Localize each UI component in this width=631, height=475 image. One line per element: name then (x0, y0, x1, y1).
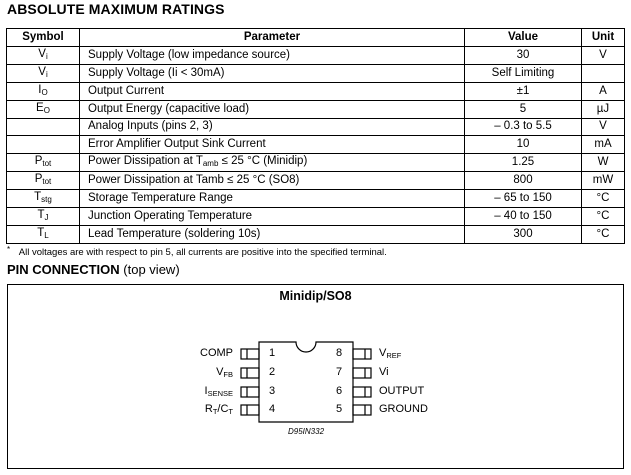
table-row (7, 118, 625, 136)
cell-parameter: Error Amplifier Output Sink Current (80, 136, 465, 154)
table-row (7, 207, 625, 225)
pin-section-heading (7, 262, 180, 277)
pin-1-name: COMP (200, 347, 233, 359)
pin-section-title: PIN CONNECTION (7, 262, 120, 277)
cell-symbol (7, 82, 80, 100)
symbol-base: V (38, 47, 46, 60)
cell-value: 800 (465, 171, 582, 189)
cell-symbol (7, 118, 80, 136)
cell-value: 10 (465, 136, 582, 154)
cell-symbol (7, 207, 80, 225)
cell-symbol (7, 46, 80, 64)
cell-unit: µJ (582, 100, 625, 118)
cell-symbol (7, 225, 80, 243)
footnote (7, 245, 387, 258)
pin-2-number: 2 (269, 366, 276, 378)
cell-parameter: Storage Temperature Range (80, 189, 465, 207)
header-parameter: Parameter (80, 29, 465, 47)
symbol-base: E (36, 101, 44, 114)
cell-parameter: Supply Voltage (low impedance source) (80, 46, 465, 64)
table-row (7, 82, 625, 100)
symbol-base: T (37, 226, 45, 239)
cell-unit: W (582, 153, 625, 171)
cell-value: – 65 to 150 (465, 189, 582, 207)
header-symbol: Symbol (7, 29, 80, 47)
header-unit: Unit (582, 29, 625, 47)
cell-parameter: Supply Voltage (Ii < 30mA) (80, 64, 465, 82)
cell-symbol (7, 171, 80, 189)
table-header-row (7, 29, 625, 47)
cell-parameter: Output Energy (capacitive load) (80, 100, 465, 118)
pin-5-number: 5 (336, 403, 343, 415)
table-row (7, 136, 625, 154)
symbol-subscript: i (45, 51, 48, 61)
pin-connection-box (7, 284, 624, 469)
cell-parameter: Analog Inputs (pins 2, 3) (80, 118, 465, 136)
table-row (7, 225, 625, 243)
symbol-base: P (34, 154, 43, 167)
table-row (7, 100, 625, 118)
cell-unit: °C (582, 207, 625, 225)
table-row (7, 189, 625, 207)
pin-4-number: 4 (269, 403, 276, 415)
table-row (7, 153, 625, 171)
pin-5-name: GROUND (379, 403, 428, 415)
cell-unit: mA (582, 136, 625, 154)
symbol-base: P (34, 172, 43, 185)
cell-parameter: Output Current (80, 82, 465, 100)
cell-value: ±1 (465, 82, 582, 100)
cell-parameter: Power Dissipation at Tamb ≤ 25 °C (SO8) (80, 171, 465, 189)
cell-value: – 0.3 to 5.5 (465, 118, 582, 136)
cell-symbol (7, 153, 80, 171)
cell-symbol (7, 136, 80, 154)
table-row (7, 46, 625, 64)
pin-8-number: 8 (336, 347, 343, 359)
cell-value: Self Limiting (465, 64, 582, 82)
symbol-subscript: tot (42, 176, 52, 186)
symbol-subscript: stg (41, 194, 52, 204)
table-row (7, 64, 625, 82)
pin-6-name: OUTPUT (379, 385, 425, 397)
symbol-base: I (38, 83, 42, 96)
section-title: ABSOLUTE MAXIMUM RATINGS (7, 1, 225, 17)
cell-value: 30 (465, 46, 582, 64)
symbol-subscript: O (43, 105, 50, 115)
ratings-table (6, 28, 625, 244)
cell-value: 5 (465, 100, 582, 118)
cell-unit (582, 64, 625, 82)
drawing-code: D95IN332 (288, 427, 325, 436)
cell-parameter: Lead Temperature (soldering 10s) (80, 225, 465, 243)
symbol-subscript: tot (42, 158, 52, 168)
symbol-subscript: L (44, 230, 49, 240)
pin-6-number: 6 (336, 385, 343, 397)
package-title: Minidip/SO8 (279, 289, 352, 303)
pin-3-name: $I_{SENSE}$ (204, 385, 233, 398)
pin-7-number: 7 (336, 366, 343, 378)
table-row (7, 171, 625, 189)
cell-unit: °C (582, 225, 625, 243)
symbol-subscript: O (41, 87, 48, 97)
pin-2-name: $V_{FB}$ (216, 366, 233, 379)
pin-4-name: $R_T/C_T$ (204, 403, 233, 416)
header-value: Value (465, 29, 582, 47)
pin-3-number: 3 (269, 385, 276, 397)
cell-unit: A (582, 82, 625, 100)
pin-8-name: $V_{REF}$ (379, 347, 402, 360)
symbol-subscript: i (45, 69, 48, 79)
cell-symbol (7, 100, 80, 118)
pin-section-subtitle: (top view) (123, 262, 180, 277)
footnote-text: All voltages are with respect to pin 5, all currents are positive into the specified terminal. (18, 247, 387, 258)
cell-symbol (7, 64, 80, 82)
cell-unit: V (582, 118, 625, 136)
cell-parameter: Junction Operating Temperature (80, 207, 465, 225)
cell-value: – 40 to 150 (465, 207, 582, 225)
pin-7-name: Vi (379, 366, 389, 378)
cell-value: 1.25 (465, 153, 582, 171)
cell-symbol (7, 189, 80, 207)
footnote-mark: * (7, 245, 11, 254)
cell-unit: mW (582, 171, 625, 189)
cell-unit: V (582, 46, 625, 64)
cell-unit: °C (582, 189, 625, 207)
symbol-subscript: J (44, 212, 49, 222)
symbol-base: V (38, 65, 46, 78)
cell-value: 300 (465, 225, 582, 243)
symbol-base: T (34, 190, 42, 203)
cell-parameter: Power Dissipation at $T_{amb} \le 25$ °C (Minidip) (80, 153, 465, 171)
symbol-base: T (37, 208, 45, 221)
pin-1-number: 1 (269, 347, 276, 359)
